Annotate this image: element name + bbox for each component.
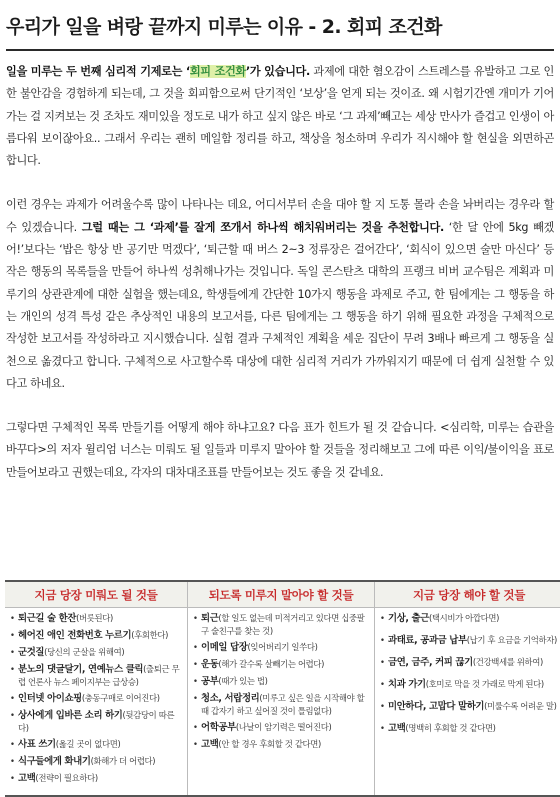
item-main: 청소, 서랍정리 — [201, 693, 259, 704]
lead-sentence — [6, 65, 310, 78]
item-note: (잊어버리기 일쑤다) — [247, 642, 317, 652]
paragraph-2-bold: 그럴 때는 그 ‘과제’를 잘게 쪼개서 하나씩 해치워버리는 것을 추천합니다. — [82, 221, 444, 234]
list-item — [9, 772, 184, 785]
list-item — [379, 700, 560, 713]
item-note: (옮길 곳이 없다면) — [56, 739, 121, 749]
item-note: (당신의 군살을 위해여) — [44, 647, 124, 657]
item-main: 공부 — [201, 676, 218, 687]
list-item — [9, 646, 184, 659]
paragraph-1-text: 과제에 대한 혐오감이 스트레스를 유발하고 그로 인한 불안감을 경험하게 되는데, 그 것을 회피함으로써 단기적인 ‘보상’을 얻게 되는 것이죠. 왜 시험기간엔 개미가 기어가는 걸 지켜보는 것 조차도 재미있을 정도로 내가 하고 싶지 않은 바로 ‘그 과제’빼고는 세상 만사가 즐겁고 인생이 아름다워 보이잖아요.. 그래서 우리는 괜히 메일함 정리를 하고, 책상을 청소하며 우리가 직시해야 할 현실을 외면하곤 합니다. — [6, 65, 554, 167]
procrastination-table — [5, 580, 560, 797]
item-main: 퇴근 — [201, 613, 218, 624]
list-item — [192, 612, 371, 637]
list-do-now — [379, 612, 560, 735]
header-should-not-delay: 되도록 미루지 말아야 할 것들 — [188, 581, 375, 608]
item-note: (전략이 필요하다) — [35, 773, 97, 783]
item-main: 기상, 출근 — [388, 613, 429, 624]
item-note: (때가 있는 법) — [218, 676, 267, 686]
item-note: (출퇴근 무렵 언론사 뉴스 페이지부는 급상승) — [18, 664, 179, 687]
item-main: 미안하다, 고맙다 말하기 — [388, 701, 484, 712]
item-note: (할 일도 없는데 미적거리고 있다면 십중팔구 술친구를 찾는 것) — [201, 613, 364, 636]
item-note: (명백히 후회할 것 같다면) — [405, 723, 495, 733]
list-item — [192, 692, 371, 717]
article-title: 우리가 일을 벼랑 끝까지 미루는 이유 - 2. 회피 조건화 — [0, 0, 560, 39]
item-note: (미루고 싶은 일을 시작해야 할 때 갑자기 하고 싶어질 것이 틀림없다) — [201, 693, 364, 716]
item-note: (나날이 암기력은 떨어진다) — [236, 722, 332, 732]
item-main: 사표 쓰기 — [18, 739, 56, 750]
list-item — [9, 663, 184, 688]
item-main: 인터넷 아이쇼핑 — [18, 693, 82, 704]
list-should-not-delay — [192, 612, 371, 751]
column-should-not-delay — [188, 608, 375, 797]
paragraph-1 — [6, 61, 554, 172]
lead-text-end: ’가 있습니다. — [246, 65, 310, 78]
item-note: (미룰수록 어려운 말) — [484, 701, 556, 711]
list-item — [379, 612, 560, 625]
list-item — [9, 629, 184, 642]
item-main: 분노의 댓글달기, 연예뉴스 클릭 — [18, 664, 143, 675]
list-item — [192, 658, 371, 671]
paragraph-2-post: ‘한 달 안에 5kg 빼겠어!’보다는 ‘밥은 항상 반 공기만 먹겠다’, ‘퇴근할 때 버스 2~3 정류장은 걸어간다’, ‘회식이 있으면 술만 마신다’ 등 작은 행동의 목록들을 만들어 하나씩 성취해나가는 것입니다. 독일 콘스탄츠 대학의 프랭크 비버 교수팀은 계획과 미루기의 상관관계에 대한 실험을 했는데요, 학생들에게 간단한 10가지 행동을 과제로 주고, 한 팀에게는 그 행동을 하는 개인의 성격 특성 같은 추상적인 내용의 보고서를, 다른 팀에게는 그 행동을 하기 위해 필요한 과정을 구체적으로 작성한 보고서를 작성하라고 지시했습니다. 실험 결과 구체적인 계획을 세운 집단이 무려 3배나 빠르게 그 행동을 실천으로 옮겼다고 합니다. 구체적으로 사고할수록 대상에 대한 심리적 거리가 가까워지기 때문에 더 쉽게 실천할 수 있다고 하네요. — [6, 221, 554, 390]
article-body — [0, 51, 560, 484]
list-item — [379, 634, 560, 647]
item-note: (후회한다) — [131, 630, 168, 640]
item-main: 고백 — [201, 739, 218, 750]
item-note: (건강백세를 위하여) — [473, 657, 543, 667]
item-main: 고백 — [388, 723, 405, 734]
item-main: 운동 — [201, 659, 218, 670]
item-note: (호미로 막을 것 가래로 막게 된다) — [426, 679, 544, 689]
list-item — [379, 656, 560, 669]
list-item — [9, 612, 184, 625]
column-can-delay — [5, 608, 188, 797]
item-main: 고백 — [18, 773, 35, 784]
item-main: 과태료, 공과금 납부 — [388, 635, 467, 646]
header-can-delay: 지금 당장 미뤄도 될 것들 — [5, 581, 188, 608]
paragraph-2-pre: 이런 경우는 과제가 어려울수록 많이 나타나는 데요, 어디서부터 손을 대야 할 지 도통 몰라 손을 놔버리는 경우라 할 수 있겠습니다. — [6, 198, 554, 233]
item-main: 이메일 답장 — [201, 642, 247, 653]
list-item — [9, 738, 184, 751]
list-item — [192, 641, 371, 654]
item-main: 치과 가기 — [388, 679, 426, 690]
paragraph-2 — [6, 194, 554, 395]
item-main: 식구들에게 화내기 — [18, 756, 91, 767]
item-main: 어학공부 — [201, 722, 236, 733]
lead-text: 일을 미루는 두 번째 심리적 기제로는 ‘ — [6, 65, 190, 78]
item-note: (택시비가 아깝다면) — [429, 613, 499, 623]
item-note: (화해가 더 어렵다) — [91, 756, 156, 766]
list-item — [192, 721, 371, 734]
item-main: 군것질 — [18, 647, 44, 658]
column-do-now — [375, 608, 560, 797]
list-can-delay — [9, 612, 184, 785]
item-main: 상사에게 입바른 소리 하기 — [18, 710, 123, 721]
item-main: 퇴근길 술 한잔 — [18, 613, 76, 624]
highlight-term: 회피 조건화 — [190, 65, 246, 78]
item-main: 헤어진 애인 전화번호 누르기 — [18, 630, 131, 641]
list-item — [192, 738, 371, 751]
list-item — [9, 755, 184, 768]
item-note: (버릇된다) — [76, 613, 113, 623]
item-note: (납기 후 요금을 기억하자) — [467, 635, 557, 645]
list-item — [379, 678, 560, 691]
item-note: (충동구매로 이어진다) — [82, 693, 160, 703]
header-do-now: 지금 당장 해야 할 것들 — [375, 581, 560, 608]
list-item — [192, 675, 371, 688]
item-note: (뒷감당이 따른다) — [18, 710, 174, 733]
item-note: (안 할 경우 후회할 것 같다면) — [218, 739, 321, 749]
item-main: 금연, 금주, 커피 끊기 — [388, 657, 473, 668]
list-item — [9, 692, 184, 705]
list-item — [379, 722, 560, 735]
paragraph-3: 그렇다면 구체적인 목록 만들기를 어떻게 해야 하냐고요? 다음 표가 힌트가 될 것 같습니다. <심리학, 미루는 습관을 바꾸다>의 저자 윌리엄 너스는 미뤄도 될 일들과 미루지 말아야 할 것들을 정리해보고 그에 따른 이익/불이익을 표로 만들어보라고 권했는데요, 각자의 대차대조표를 만들어보는 것도 좋을 것 같네요. — [6, 417, 554, 484]
item-note: (해가 갈수록 살빼기는 어렵다) — [218, 659, 324, 669]
list-item — [9, 709, 184, 734]
